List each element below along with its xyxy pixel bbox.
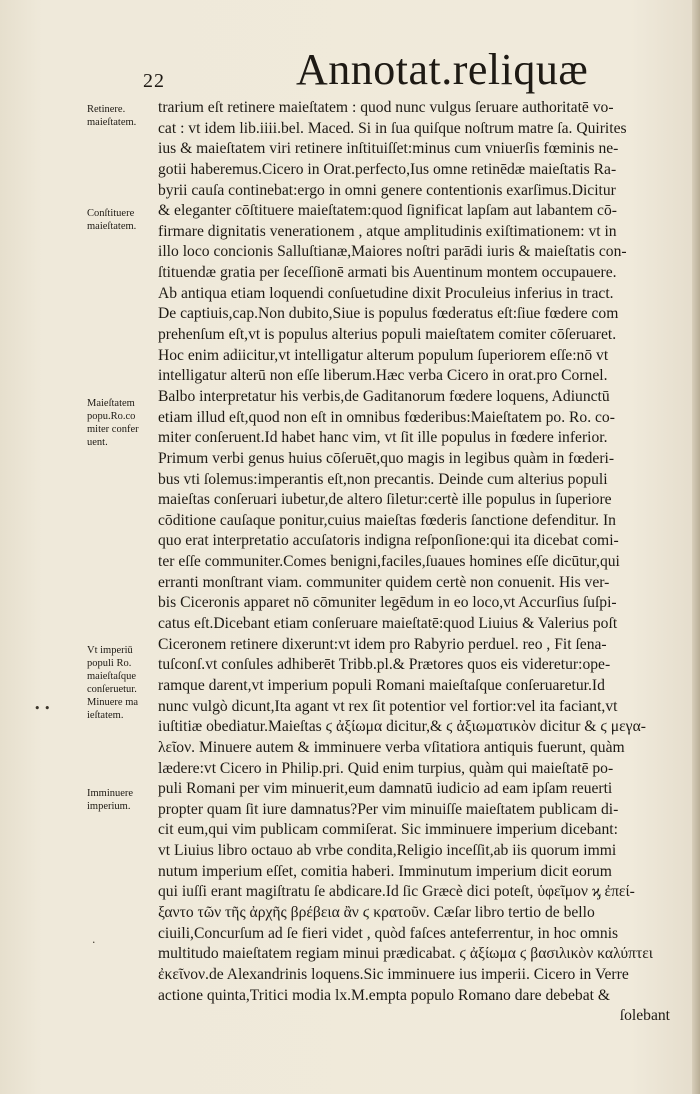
page-edge-shadow <box>692 0 700 1094</box>
text-line: erranti monſtrant viam. communiter quidem certè non conuenit. His ver- <box>158 573 610 591</box>
text-line: actione quinta,Tritici modia lx.M.empta populo Romano dare debebat & <box>158 986 610 1004</box>
text-line: Ciceronem retinere dixerunt:vt idem pro Rabyrio perduel. reo , Fit ſena- <box>158 635 607 653</box>
text-line: ἐκεῖνον.de Alexandrinis loquens.Sic imminuere ius imperii. Cicero in Verre <box>158 965 629 983</box>
text-line: Ab antiqua etiam loquendi conſuetudine dixit Proculeius inferius in tract. <box>158 284 614 302</box>
text-line: intelligatur alterū non eſſe liberum.Hæc verba Cicero in orat.pro Cornel. <box>158 367 608 385</box>
text-line: ius & maieſtatem viri retinere inſtituiſſet:minus cum vniuerſis fœminis ne- <box>158 140 619 158</box>
text-line: byrii cauſa continebat:ergo in omni genere contentionis exarſimus.Dicitur <box>158 181 616 199</box>
text-line: λεῖον. Minuere autem & imminuere verba vſitatiora antiquis fuerunt, quàm <box>158 738 625 756</box>
text-line: cat : vt idem lib.iiii.bel. Maced. Si in ſua quiſque noſtrum matre ſa. Quirites <box>158 119 627 137</box>
margin-note: Maieſtatem popu.Ro.co miter confer uent. <box>87 398 139 448</box>
text-line: & eleganter cōſtituere maieſtatem:quod ſignificat lapſam aut labantem cō- <box>158 202 617 220</box>
text-line: catus eſt.Dicebant etiam conſeruare maieſtatē:quod Liuius & Valerius poſt <box>158 615 618 633</box>
text-line: maieſtas conſeruari iubetur,de altero ſiletur:certè ille populus in ſuperiore <box>158 491 612 509</box>
text-line: Balbo interpretatur his verbis,de Gaditanorum fœdere loquens, Adiunctū <box>158 387 610 405</box>
text-line: Primum verbi genus huius cōſeruēt,quo magis in legibus quàm in fœderi- <box>158 449 615 467</box>
text-line: prehenſum eſt,vt is populus alterius populi maieſtatem comiter cōſeruaret. <box>158 326 617 344</box>
text-line: illo loco concionis Salluſtianæ,Maiores noſtri parādi iuris & maieſtatis con- <box>158 243 627 261</box>
margin-note: Imminuere imperium. <box>87 788 134 812</box>
margin-note: Vt imperiū populi Ro. maieſtaſque conſeruetur. Minuere ma ieſtatem. <box>87 645 139 721</box>
text-line: nutum imperium eſſet, comitia haberi. Imminutum imperium dicit eorum <box>158 862 612 880</box>
text-line: propter quam ſit iure damnatus?Per vim minuiſſe maieſtatem publicam di- <box>158 800 619 818</box>
ink-mark: · <box>92 936 96 949</box>
text-line: De captiuis,cap.Non dubito,Siue is populus fœderatus eſt:ſiue fœdere com <box>158 305 619 323</box>
margin-note: Retinere. maieſtatem. <box>87 104 137 128</box>
text-line: bis Ciceronis apparet nō cōmuniter legēdum in eo loco,vt Accurſius ſuſpi- <box>158 594 617 612</box>
margin-note: Conſtituere maieſtatem. <box>87 208 137 232</box>
body-text <box>158 98 670 1027</box>
text-line: ramque darent,vt imperium populi Romani maieſtaſque conſeruaretur.Id <box>158 676 605 694</box>
ink-mark: • • <box>34 702 51 715</box>
catchword: ſolebant <box>619 1007 670 1025</box>
text-line: quo erat interpretatio accuſatoris indigna reſponſione:qui ita dicebat comi- <box>158 532 619 550</box>
text-line: puli Romani per vim minuerit,eum damnatū iudicio ad eam ipſam reuerti <box>158 780 613 798</box>
text-line: gotii haberemus.Cicero in Orat.perfecto,Ius omne retinēdæ maieſtatis Ra- <box>158 160 617 178</box>
text-line: cōditione cauſaque ponitur,cuius maieſtas fœderis ſanctione defenditur. In <box>158 511 616 529</box>
text-line: cit eum,qui vim publicam commiſerat. Sic imminuere imperium dicebant: <box>158 821 618 839</box>
text-line: miter conſeruent.Id habet hanc vim, vt ſit ille populus in fœdere inferior. <box>158 429 608 447</box>
text-line: tuſconſ.vt conſules adhiberēt Tribb.pl.& Prætores quos eis videretur:ope- <box>158 656 611 674</box>
text-line: ciuili,Concurſum ad ſe fieri videt , quòd faſces anteferrentur, in hoc omnis <box>158 924 619 942</box>
text-line: vt Liuius libro octauo ab vrbe condita,Religio inceſſit,ab iis quorum immi <box>158 842 617 860</box>
text-line: multitudo maieſtatem regiam minui prædicabat. ϛ ἀξίωμα ϛ βασιλικὸν καλύπτει <box>158 945 653 963</box>
text-line: ter eſſe communiter.Comes benigni,faciles,ſuaues homines eſſe dicūtur,qui <box>158 553 620 571</box>
text-line: bus vti ſolemus:imperantis eſt,non precantis. Deinde cum alterius populi <box>158 470 608 488</box>
text-line: etiam illud eſt,quod non eſt in omnibus fœderibus:Maieſtatem po. Ro. co- <box>158 408 615 426</box>
folio-number: 22 <box>143 70 165 92</box>
text-line: firmare dignitatis venerationem , atque amplitudinis exiſtimationem: vt in <box>158 222 617 240</box>
text-line: qui iuſſi erant magiſtratu ſe abdicare.Id ſic Græcè dici poteſt, ὑφεῖμον ϗ ἐπεί- <box>158 883 635 901</box>
text-line: iuſtitiæ obediatur.Maieſtas ϛ ἀξίωμα dicitur,& ϛ ἀξιωματικὸν dicitur & ϛ μεγα- <box>158 718 646 736</box>
running-head: Annotat.reliquæ <box>296 45 589 94</box>
text-line: ſtituendæ gratia per ſeceſſionē armati bis Auentinum montem occupauere. <box>158 264 617 282</box>
text-line: Hoc enim adiicitur,vt intelligatur alterum populum ſuperiorem eſſe:nō vt <box>158 346 609 364</box>
text-line: ξαντο τῶν τῆς ἀρχῆς βρέβεια ἂν ϛ κρατοῦν. Cæſar libro tertio de bello <box>158 903 595 921</box>
text-line: lædere:vt Cicero in Philip.pri. Quid enim turpius, quàm qui maieſtatē po- <box>158 759 614 777</box>
text-line: trarium eſt retinere maieſtatem : quod nunc vulgus ſeruare authoritatē vo- <box>158 99 614 116</box>
text-line: nunc vulgò dicunt,Ita agant vt rex ſit potentior vel fortior:vel ita faciant,vt <box>158 697 618 715</box>
